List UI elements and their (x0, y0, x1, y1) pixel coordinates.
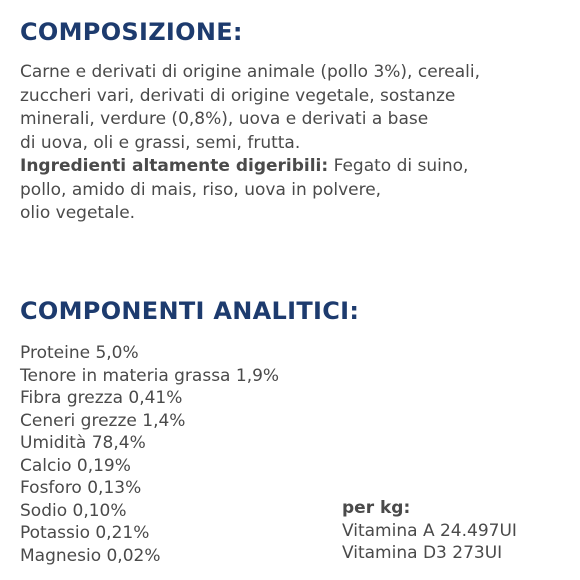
vitamin-item: Vitamina D3 273UI (342, 543, 503, 563)
digestible-ingredients-line: pollo, amido di mais, riso, uova in polvere, (20, 179, 382, 200)
composition-text (20, 61, 568, 226)
composition-heading: COMPOSIZIONE: (20, 18, 243, 46)
analytics-item: Calcio 0,19% (20, 455, 131, 476)
analytics-heading: COMPONENTI ANALITICI: (20, 297, 360, 325)
analytics-item: Proteine 5,0% (20, 343, 139, 363)
composition-line: di uova, oli e grassi, semi, frutta. (20, 132, 301, 153)
per-kg-block (342, 497, 517, 565)
composition-line: zuccheri vari, derivati di origine vegetale, sostanze (20, 85, 456, 106)
analytics-item: Potassio 0,21% (20, 523, 150, 543)
vitamin-item: Vitamina A 24.497UI (342, 520, 517, 541)
digestible-ingredients-line (20, 155, 568, 179)
analytics-item: Ceneri grezze 1,4% (20, 410, 186, 431)
analytics-item: Umidità 78,4% (20, 433, 146, 453)
digestible-ingredients-line: olio vegetale. (20, 203, 136, 223)
analytics-item: Tenore in materia grassa 1,9% (20, 365, 280, 386)
analytics-item: Sodio 0,10% (20, 500, 127, 521)
composition-line: Carne e derivati di origine animale (pollo 3%), cereali, (20, 62, 481, 82)
digestible-ingredients-text: Fegato di suino, (328, 156, 469, 176)
analytics-item: Fibra grezza 0,41% (20, 388, 183, 408)
analytics-item: Fosforo 0,13% (20, 478, 142, 498)
composition-line: minerali, verdure (0,8%), uova e derivati a base (20, 109, 429, 129)
digestible-ingredients-label: Ingredienti altamente digeribili: (20, 156, 329, 176)
per-kg-title: per kg: (342, 498, 411, 518)
analytics-item: Magnesio 0,02% (20, 545, 161, 566)
analytics-list (20, 342, 279, 567)
